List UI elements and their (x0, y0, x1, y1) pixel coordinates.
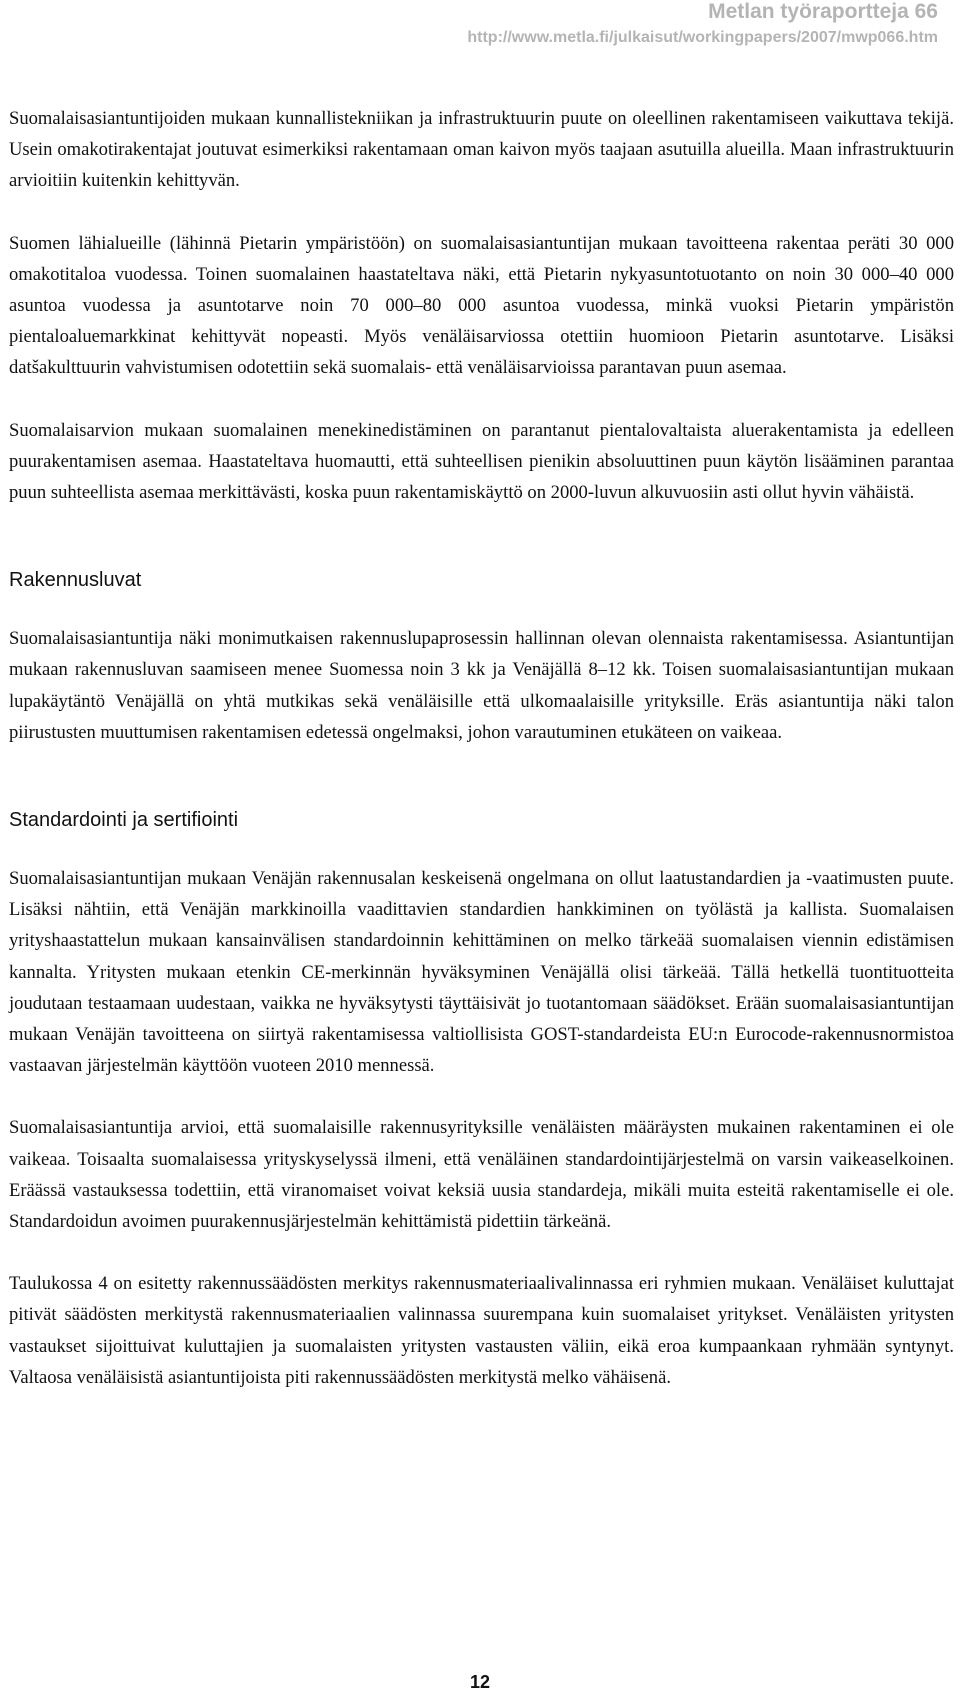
paragraph-building-permits: Suomalaisasiantuntija näki monimutkaisen rakennuslupaprosessin hallinnan olevan olennaista rakentamisessa. Asiantuntijan mukaan rakennusluvan saamiseen menee Suomessa noin 3 kk ja Venäjällä 8–12 kk. Toisen suomalaisasiantuntijan mukaan lupakäytäntö Venäjällä on yhtä mutkikas sekä venäläisille että ulkomaalaisille yrityksille. Eräs asiantuntija näki talon piirustusten muuttumisen rakentamisen edetessä ongelmaksi, johon varautuminen etukäteen on vaikeaa. (9, 628, 954, 743)
paragraph-promotion: Suomalaisarvion mukaan suomalainen menekinedistäminen on parantanut pientalovaltaista aluerakentamista ja edelleen puurakentamisen asemaa. Haastateltava huomautti, että suhteellisen pienikin absoluuttinen puun käytön lisääminen parantaa puun suhteellista asemaa merkittävästi, koska puun rakentamiskäyttö on 2000-luvun alkuvuosiin asti ollut hyvin vähäistä. (9, 419, 954, 504)
page-number: 12 (469, 1672, 491, 1692)
paragraph-infrastructure: Suomalaisasiantuntijoiden mukaan kunnallistekniikan ja infrastruktuurin puute on oleellinen rakentamiseen vaikuttava tekijä. Usein omakotirakentajat joutuvat esimerkiksi rakentamaan oman kaivon myös taajaan asutuilla alueilla. Maan infrastruktuurin arvioitiin kuitenkin kehittyvän. (9, 108, 954, 192)
paragraph-housing-demand: Suomen lähialueille (lähinnä Pietarin ympäristöön) on suomalaisasiantuntijan mukaan tavoitteena rakentaa peräti 30 000 omakotitaloa vuodessa. Toinen suomalainen haastateltava näki, että Pietarin nykyasuntotuotanto on noin 30 000–40 000 asuntoa vuodessa ja asuntotarve noin 70 000–80 000 asuntoa vuodessa, minkä vuoksi Pietarin ympäristön pientaloaluemarkkinat kehittyvät nopeasti. Myös venäläisarviossa otettiin huomioon Pietarin asuntotarve. Lisäksi datšakulttuurin vahvistumisen odotettiin sekä suomalais- että venäläisarvioissa parantavan puun asemaa. (9, 232, 954, 379)
document-body (9, 103, 954, 1393)
series-title: Metlan työraportteja 66 (708, 0, 938, 23)
section-heading-rakennusluvat: Rakennusluvat (9, 569, 142, 592)
paragraph-standards: Suomalaisasiantuntijan mukaan Venäjän rakennusalan keskeisenä ongelmana on ollut laatustandardien ja -vaatimusten puute. Lisäksi nähtiin, että Venäjän markkinoilla vaadittavien standardien hankkiminen on työlästä ja kallista. Suomalaisen yrityshaastattelun mukaan kansainvälisen standardoinnin kehittäminen on melko tärkeää suomalaisen viennin edistämisen kannalta. Yritysten mukaan etenkin CE-merkinnän hyväksyminen Venäjällä olisi tärkeää. Tällä hetkellä tuontituotteita joudutaan testaamaan uudestaan, vaikka ne hyväksytysti täyttäisivät jo tuotantomaan säädökset. Erään suomalaisasiantuntijan mukaan Venäjän tavoitteena on siirtyä rakentamisessa valtiollisista GOST-standardeista EU:n Eurocode-rakennusnormistoa vastaavan järjestelmän käyttöön vuoteen 2010 mennessä. (9, 868, 954, 1077)
paragraph-table-reference: Taulukossa 4 on esitetty rakennussäädösten merkitys rakennusmateriaalivalinnassa eri ryhmien mukaan. Venäläiset kuluttajat pitivät säädösten merkitystä rakennusmateriaalien valinnassa suurempana kuin suomalaiset yritykset. Venäläisten yritysten vastaukset sijoittuivat kuluttajien ja suomalaisten yritysten vastausten väliin, eikä eroa kumpaankaan ryhmään syntynyt. Valtaosa venäläisistä asiantuntijoista piti rakennussäädösten merkitystä melko vähäisenä. (9, 1273, 954, 1388)
series-url[interactable]: http://www.metla.fi/julkaisut/workingpapers/2007/mwp066.htm (467, 29, 938, 46)
section-heading-standardointi: Standardointi ja sertifiointi (9, 809, 239, 832)
paragraph-regulations: Suomalaisasiantuntija arvioi, että suomalaisille rakennusyrityksille venäläisten määräysten mukainen rakentaminen ei ole vaikeaa. Toisaalta suomalaisessa yrityskyselyssä ilmeni, että venäläinen standardointijärjestelmä on varsin vaikeaselkoinen. Eräässä vastauksessa todettiin, että viranomaiset voivat keksiä uusia standardeja, mikäli muita esteitä rakentamiselle ei ole. Standardoidun avoimen puurakennusjärjestelmän kehittämistä pidettiin tärkeänä. (9, 1117, 954, 1233)
